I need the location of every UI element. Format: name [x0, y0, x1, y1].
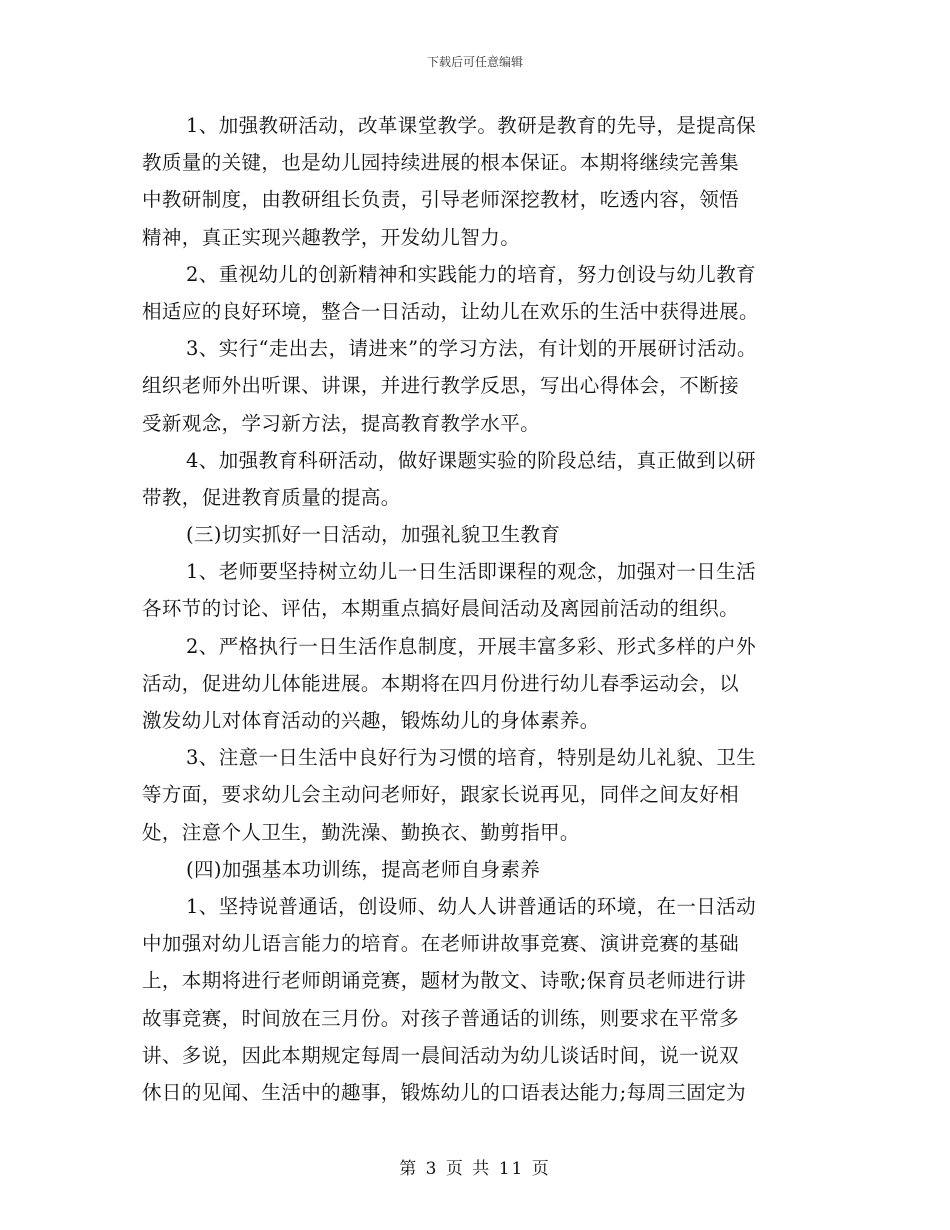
text-line: 处，注意个人卫生，勤洗澡、勤换衣、勤剪指甲。: [142, 820, 580, 844]
text-line: 各环节的讨论、评估，本期重点搞好晨间活动及离园前活动的组织。: [142, 597, 740, 621]
text-line: 2、重视幼儿的创新精神和实践能力的培育，努力创设与幼儿教育: [186, 262, 757, 286]
text-line: 3、实行“走出去，请进来”的学习方法，有计划的开展研讨活动。: [186, 337, 757, 361]
section-heading: (三)切实抓好一日活动，加强礼貌卫生教育: [186, 523, 561, 547]
text-line: 2、严格执行一日生活作息制度，开展丰富多彩、形式多样的户外: [186, 634, 757, 658]
text-line: 活动，促进幼儿体能进展。本期将在四月份进行幼儿春季运动会，以: [142, 671, 740, 695]
section-heading: (四)加强基本功训练，提高老师自身素养: [186, 857, 541, 881]
text-line: 等方面，要求幼儿会主动问老师好，跟家长说再见，同伴之间友好相: [142, 783, 740, 807]
text-line: 1、老师要坚持树立幼儿一日生活即课程的观念，加强对一日生活: [186, 560, 757, 584]
text-line: 休日的见闻、生活中的趣事，锻炼幼儿的口语表达能力;每周三固定为: [142, 1080, 746, 1104]
text-line: 讲、多说，因此本期规定每周一晨间活动为幼儿谈话时间，说一说双: [142, 1043, 740, 1067]
text-line: 4、加强教育科研活动，做好课题实验的阶段总结，真正做到以研: [186, 448, 757, 472]
text-line: 激发幼儿对体育活动的兴趣，锻炼幼儿的身体素养。: [142, 709, 600, 732]
page-number: 第 3 页 共 11 页: [399, 1159, 551, 1179]
text-line: 1、坚持说普通话，创设师、幼人人讲普通话的环境，在一日活动: [186, 894, 757, 918]
text-line: 受新观念，学习新方法，提高教育教学水平。: [142, 411, 541, 435]
text-line: 上，本期将进行老师朗诵竞赛，题材为散文、诗歌;保育员老师进行讲: [142, 969, 746, 993]
page-header-note: 下载后可任意编辑: [426, 55, 523, 69]
text-line: 带教，促进教育质量的提高。: [142, 485, 401, 509]
document-body: [142, 107, 822, 1111]
text-line: 相适应的良好环境，整合一日活动，让幼儿在欢乐的生活中获得进展。: [142, 299, 759, 323]
text-line: 中加强对幼儿语言能力的培育。在老师讲故事竞赛、演讲竞赛的基础: [142, 932, 740, 956]
text-line: 教质量的关键，也是幼儿园持续进展的根本保证。本期将继续完善集: [142, 151, 740, 175]
text-line: 组织老师外出听课、讲课，并进行教学反思，写出心得体会，不断接: [142, 374, 740, 398]
text-line: 故事竞赛，时间放在三月份。对孩子普通话的训练，则要求在平常多: [142, 1006, 740, 1030]
text-line: 精神，真正实现兴趣教学，开发幼儿智力。: [142, 225, 521, 249]
text-line: 中教研制度，由教研组长负责，引导老师深挖教材，吃透内容，领悟: [142, 188, 740, 212]
text-line: 3、注意一日生活中良好行为习惯的培育，特别是幼儿礼貌、卫生: [186, 746, 757, 770]
text-line: 1、加强教研活动，改革课堂教学。教研是教育的先导，是提高保: [186, 114, 757, 137]
